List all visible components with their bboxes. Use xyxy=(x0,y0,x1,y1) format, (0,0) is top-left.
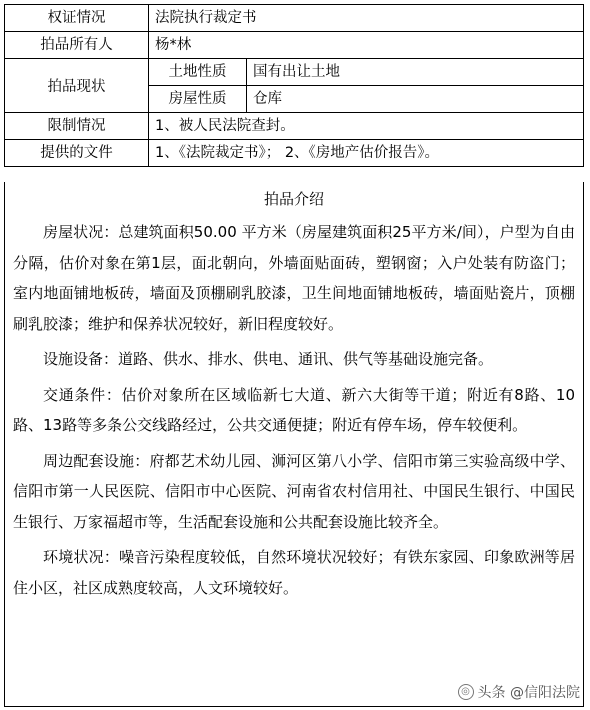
watermark-text: 头条 @信阳法院 xyxy=(477,685,580,701)
auction-info-table xyxy=(4,4,584,167)
intro-paragraph-transport: 交通条件：估价对象所在区域临新七大道、新六大街等干道；附近有8路、10路、13路等多条公交线路经过，公共交通便捷；附近有停车场，停车较便利。 xyxy=(13,385,575,434)
cert-value: 法院执行裁定书 xyxy=(149,5,584,32)
house-label: 房屋性质 xyxy=(149,86,247,113)
intro-paragraph-surroundings: 周边配套设施：府都艺术幼儿园、浉河区第八小学、信阳市第三实验高级中学、信阳市第一人民医院、信阳市中心医院、河南省农村信用社、中国民生银行、中国民生银行、万家福超市等，生活配套设施和公共配套设施比较齐全。 xyxy=(13,451,575,531)
restrict-value: 1、被人民法院查封。 xyxy=(149,113,584,140)
house-value: 仓库 xyxy=(247,86,584,113)
cert-row xyxy=(5,5,584,32)
watermark xyxy=(458,682,580,702)
intro-paragraph-environment: 环境状况：噪音污染程度较低，自然环境状况较好；有铁东家园、印象欧洲等居住小区，社区成熟度较高，人文环境较好。 xyxy=(13,548,575,597)
owner-value: 杨*林 xyxy=(149,32,584,59)
owner-label: 拍品所有人 xyxy=(5,32,149,59)
restrict-label: 限制情况 xyxy=(5,113,149,140)
owner-row xyxy=(5,32,584,59)
intro-paragraph-facilities: 设施设备：道路、供水、排水、供电、通讯、供气等基础设施完备。 xyxy=(43,350,494,368)
docs-value: 1、《法院裁定书》； 2、《房地产估价报告》。 xyxy=(149,140,584,167)
intro-paragraph-housing: 房屋状况：总建筑面积50.00 平方米（房屋建筑面积25平方米/间），户型为自由分隔，估价对象在第1层，面北朝向，外墙面贴面砖，塑钢窗；入户处装有防盗门；室内地面铺地板砖，墙面及顶棚刷乳胶漆，卫生间地面铺地板砖，墙面贴瓷片，顶棚刷乳胶漆；维护和保养状况较好，新旧程度较好。 xyxy=(13,223,575,333)
intro-title: 拍品介绍 xyxy=(263,190,324,208)
land-row xyxy=(5,59,584,86)
cert-label: 权证情况 xyxy=(5,5,149,32)
status-label: 拍品现状 xyxy=(5,59,149,113)
docs-label: 提供的文件 xyxy=(5,140,149,167)
restrict-row xyxy=(5,113,584,140)
land-label: 土地性质 xyxy=(149,59,247,86)
toutiao-logo-icon: ◎ xyxy=(458,684,474,700)
docs-row xyxy=(5,140,584,167)
intro-section xyxy=(4,182,584,707)
land-value: 国有出让土地 xyxy=(247,59,584,86)
